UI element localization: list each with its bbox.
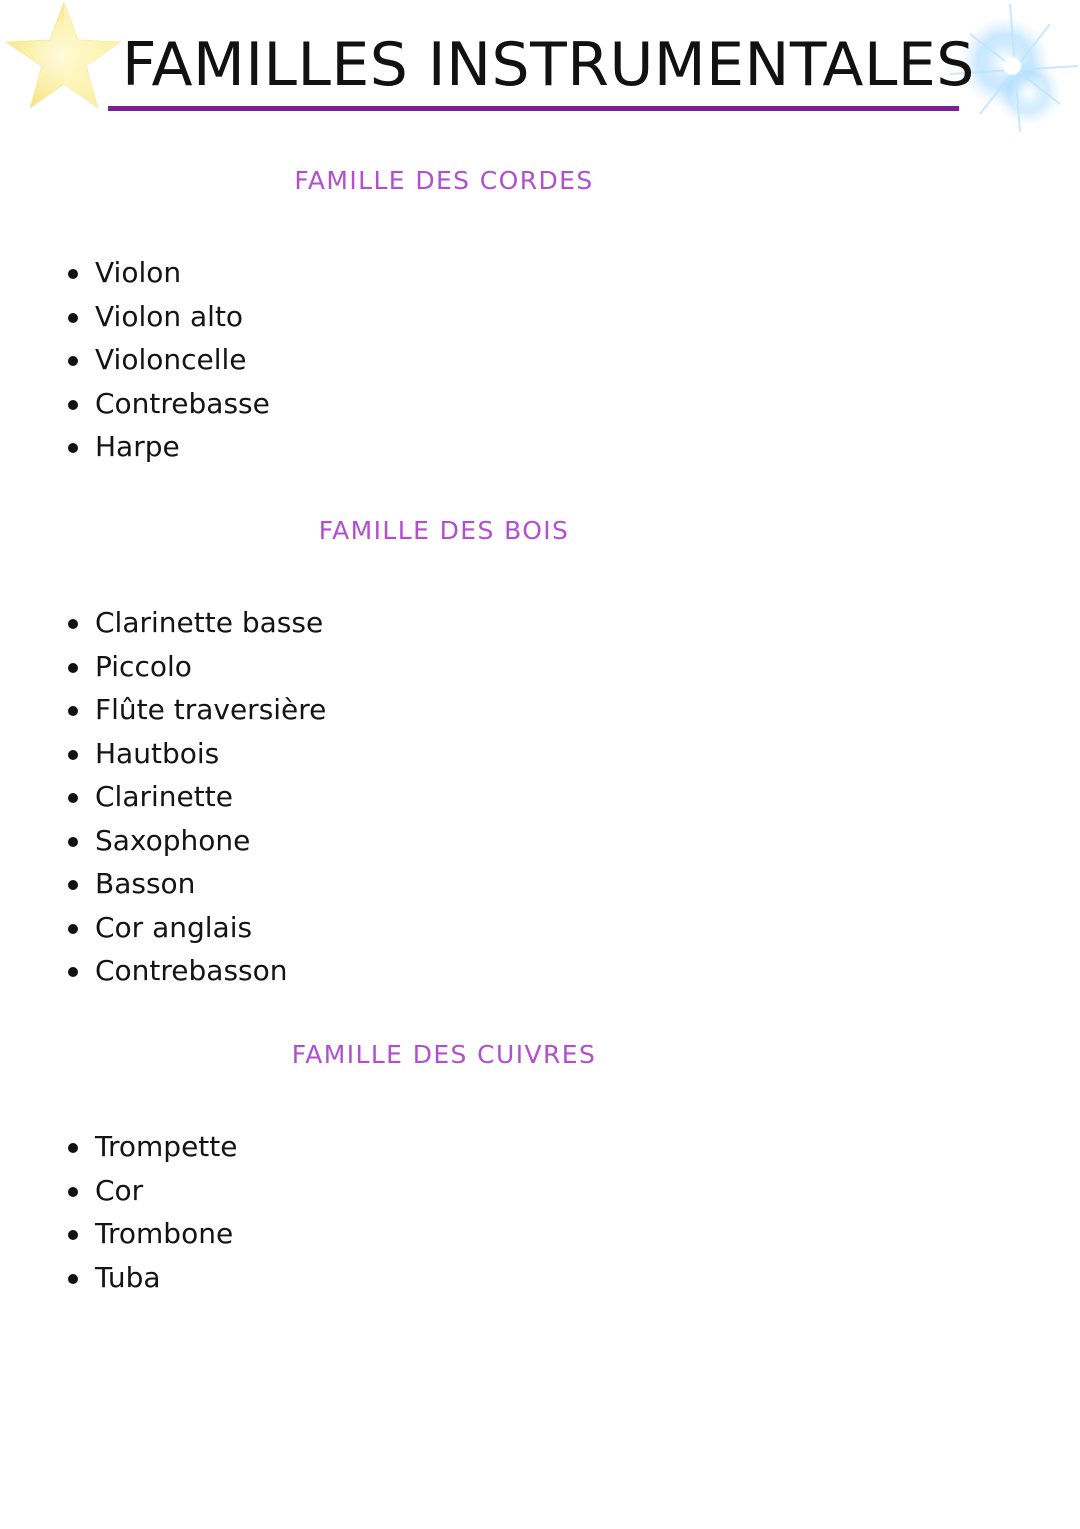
bullet-icon	[68, 1274, 78, 1284]
list-item-label: Trombone	[95, 1217, 234, 1250]
bullet-icon	[68, 967, 78, 977]
bullet-icon	[68, 1187, 78, 1197]
bullet-icon	[68, 706, 78, 716]
list-item-label: Cor anglais	[95, 910, 253, 944]
bullet-icon	[68, 356, 78, 366]
bullet-icon	[68, 619, 78, 629]
bullet-icon	[68, 1230, 78, 1240]
list-item-label: Violoncelle	[95, 343, 247, 376]
list-item-label: Saxophone	[95, 823, 251, 857]
list-item-label: Clarinette	[95, 780, 233, 813]
list-item-label: Harpe	[95, 430, 180, 463]
list-item-label: Piccolo	[95, 649, 192, 683]
list-item-label: Tuba	[95, 1260, 161, 1294]
section-heading-bois: FAMILLE DES BOIS	[318, 516, 570, 545]
list-item-label: Basson	[95, 867, 196, 900]
list-item-label: Hautbois	[95, 736, 220, 770]
star-icon	[0, 0, 125, 115]
bullet-icon	[68, 663, 78, 673]
bullet-icon	[68, 837, 78, 847]
list-item-label: Flûte traversière	[95, 693, 327, 726]
bullet-icon	[68, 880, 78, 890]
bullet-icon	[68, 443, 78, 453]
bullet-icon	[68, 924, 78, 934]
bullet-icon	[68, 313, 78, 323]
section-heading-cordes: FAMILLE DES CORDES	[294, 166, 594, 195]
bullet-icon	[68, 750, 78, 760]
bullet-icon	[68, 400, 78, 410]
list-item-label: Cor	[95, 1173, 144, 1207]
bullet-icon	[68, 269, 78, 279]
list-item-label: Trompette	[95, 1130, 238, 1163]
document-title: FAMILLES INSTRUMENTALES	[122, 30, 975, 100]
title-underline	[108, 106, 959, 111]
list-item-label: Clarinette basse	[95, 606, 324, 639]
section-heading-cuivres: FAMILLE DES CUIVRES	[291, 1040, 597, 1069]
bullet-icon	[68, 793, 78, 803]
bullet-icon	[68, 1143, 78, 1153]
list-item-label: Violon alto	[95, 299, 244, 333]
list-item-label: Violon	[95, 256, 182, 289]
list-item-label: Contrebasson	[95, 954, 288, 987]
list-item-label: Contrebasse	[95, 386, 270, 420]
